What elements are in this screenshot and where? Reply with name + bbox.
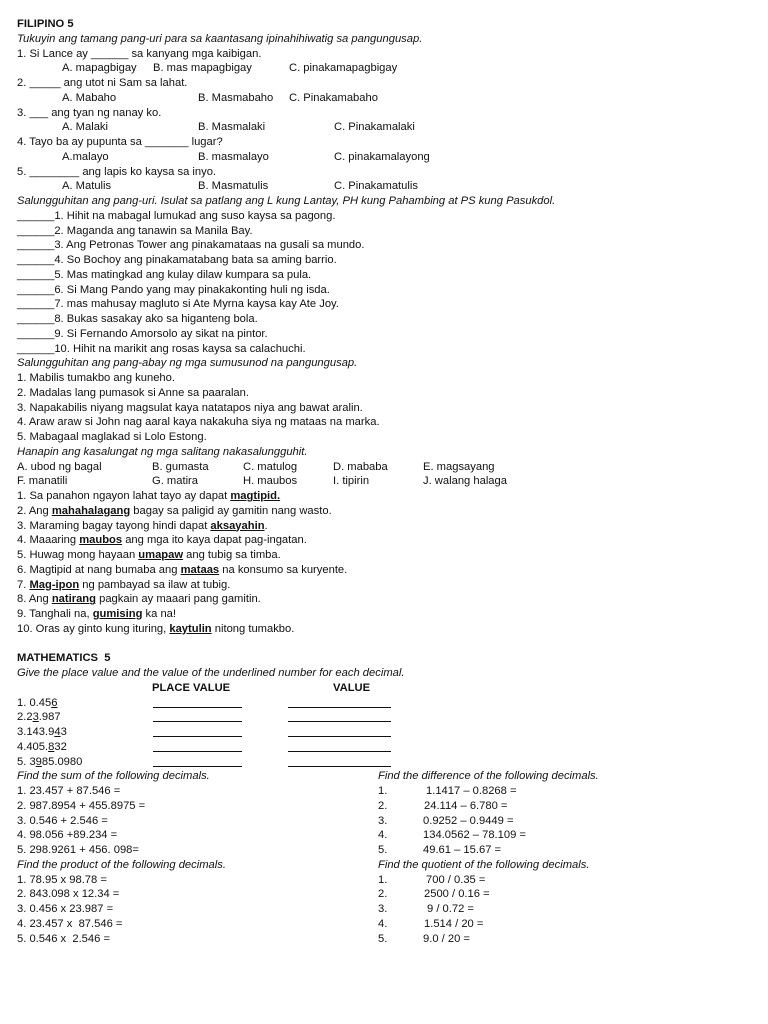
choice-option: C. matulog	[243, 460, 298, 473]
value-blank	[288, 696, 391, 708]
place-value-row	[17, 755, 757, 770]
instruction: Find the difference of the following decimals.	[378, 770, 599, 783]
problem-left: 3. 0.546 + 2.546 =	[17, 814, 108, 827]
place-value-header-label: PLACE VALUE	[152, 681, 231, 694]
choice-b: B. Masmabaho	[198, 91, 274, 104]
problem-row	[17, 932, 757, 947]
instruction: Find the quotient of the following decimals.	[378, 858, 590, 871]
value-blank	[288, 725, 391, 737]
part3-instruction: Salungguhitan ang pang-abay ng mga sumusunod na pangungusap.	[17, 357, 358, 370]
item-text: 9. Tanghali na,	[17, 608, 93, 620]
underlined-digit: 8	[48, 740, 55, 753]
list-item: ______3. Ang Petronas Tower ang pinakamataas na gusali sa mundo.	[17, 239, 365, 252]
choice-option: E. magsayang	[423, 460, 495, 473]
value-blank	[288, 710, 391, 722]
item-text: 8. Ang	[17, 593, 52, 606]
number-part: 5. 3	[17, 755, 36, 768]
problem-row	[17, 799, 757, 814]
choice-c: C. Pinakamabaho	[289, 91, 378, 104]
choice-row	[17, 460, 757, 475]
choice-b: B. mas mapagbigay	[153, 62, 252, 75]
item-text: ka na!	[142, 608, 177, 620]
choice-option: H. maubos	[243, 475, 298, 488]
problem-row	[17, 784, 757, 799]
problem-row	[17, 902, 757, 917]
place-value-row	[17, 725, 757, 740]
problem-right: 24.114 – 6.780 =	[424, 799, 508, 812]
choice-c: C. pinakamapagbigay	[289, 62, 398, 75]
problem-number: 2.	[378, 799, 388, 812]
underlined-word: gumising	[92, 608, 143, 620]
item-text: 10. Oras ay ginto kung ituring,	[17, 622, 170, 635]
item-text: nitong tumakbo.	[211, 622, 295, 635]
choice-a: A.malayo	[62, 150, 109, 163]
place-value-blank	[153, 740, 242, 752]
problem-right: 0.9252 – 0.9449 =	[423, 814, 514, 827]
problem-left: 4. 23.457 x 87.546 =	[17, 917, 123, 930]
underlined-digit: 6	[51, 696, 58, 709]
list-item	[17, 563, 757, 578]
list-item: ______10. Hihit na marikit ang rosas kaysa sa calachuchi.	[17, 342, 306, 355]
worksheet-page	[17, 17, 757, 946]
underlined-word: mahahalagang	[51, 504, 131, 517]
question-line: 3. ___ ang tyan ng nanay ko.	[17, 106, 162, 119]
list-item	[17, 533, 757, 548]
problem-left: 5. 0.546 x 2.546 =	[17, 932, 110, 945]
underlined-word: mataas	[180, 563, 220, 576]
place-value-blank	[153, 710, 242, 722]
item-text: ang tubig sa timba.	[183, 549, 281, 561]
number-part: 85.0980	[41, 755, 83, 768]
problem-number: 1.	[378, 785, 388, 797]
question-line: 5. ________ ang lapis ko kaysa sa inyo.	[17, 165, 217, 178]
decimal-number	[17, 710, 61, 725]
problem-right: 49.61 – 15.67 =	[423, 844, 502, 856]
part4-choices	[17, 460, 757, 490]
item-text: ang mga ito kaya dapat pag-ingatan.	[122, 534, 307, 547]
problem-row	[17, 917, 757, 932]
list-item: 4. Araw araw si John nag aaral kaya nakakuha siya ng mataas na marka.	[17, 416, 380, 429]
underlined-word: natirang	[51, 593, 96, 606]
decimal-number	[17, 725, 67, 740]
math-title: MATHEMATICS 5	[17, 652, 111, 665]
question-line: 4. Tayo ba ay pupunta sa _______ lugar?	[17, 136, 223, 148]
value-blank	[288, 740, 391, 752]
part2-items	[17, 209, 757, 357]
choices-row	[17, 120, 757, 135]
decimal-number	[17, 755, 82, 770]
item-text: 5. Huwag mong hayaan	[17, 549, 139, 561]
part4-items	[17, 489, 757, 637]
problem-row	[17, 828, 757, 843]
problem-row	[17, 843, 757, 858]
place-value-row	[17, 740, 757, 755]
list-item: ______2. Maganda ang tanawin sa Manila Bay.	[17, 224, 253, 237]
value-header-label: VALUE	[333, 681, 371, 694]
list-item: 3. Napakabilis niyang magsulat kaya natatapos niya ang bawat aralin.	[17, 401, 363, 414]
number-part: 32	[54, 740, 67, 753]
problem-left: 1. 78.95 x 98.78 =	[17, 873, 107, 886]
choice-a: A. mapagbigay	[62, 62, 137, 75]
place-value-items	[17, 696, 757, 770]
underlined-word: kaytulin	[169, 622, 212, 635]
part1-instruction: Tukuyin ang tamang pang-uri para sa kaantasang ipinahihiwatig sa pangungusap.	[17, 32, 423, 45]
problem-left: 5. 298.9261 + 456. 098=	[17, 844, 139, 856]
number-part: .987	[38, 711, 61, 724]
list-item: ______7. mas mahusay magluto si Ate Myrna kaysa kay Ate Joy.	[17, 298, 339, 311]
problem-right: 134.0562 – 78.109 =	[423, 829, 526, 842]
underlined-word: maubos	[79, 534, 123, 547]
problem-right: 1.514 / 20 =	[424, 917, 484, 930]
decimal-number	[17, 740, 67, 755]
list-item: ______9. Si Fernando Amorsolo ay sikat na pintor.	[17, 327, 268, 340]
product-quotient-section	[17, 858, 757, 947]
item-text: 3. Maraming bagay tayong hindi dapat	[17, 519, 211, 532]
problem-left: 3. 0.456 x 23.987 =	[17, 903, 114, 915]
choices-row	[17, 61, 757, 76]
choice-b: B. Masmalaki	[198, 121, 266, 134]
problem-row	[17, 887, 757, 902]
instruction: Find the product of the following decimals.	[17, 858, 226, 871]
list-item	[17, 622, 757, 637]
problem-right: 2500 / 0.16 =	[424, 888, 490, 901]
list-item: ______4. So Bochoy ang pinakamatabang bata sa aming barrio.	[17, 254, 337, 266]
choice-c: C. Pinakamalaki	[334, 121, 415, 134]
number-part: 3	[60, 726, 67, 738]
list-item: ______6. Si Mang Pando yang may pinakakonting huli ng isda.	[17, 283, 330, 296]
choices-row	[17, 150, 757, 165]
problem-left: 4. 98.056 +89.234 =	[17, 829, 118, 842]
list-item: ______5. Mas matingkad ang kulay dilaw kumpara sa pula.	[17, 268, 312, 281]
choice-option: D. mababa	[333, 460, 388, 473]
item-text: ng pambayad sa ilaw at tubig.	[79, 578, 231, 591]
choice-option: G. matira	[152, 475, 199, 488]
list-item	[17, 607, 757, 622]
choice-c: C. pinakamalayong	[334, 150, 430, 163]
problem-number: 4.	[378, 917, 388, 930]
list-item	[17, 548, 757, 563]
number-part: 1. 0.45	[17, 696, 52, 709]
problem-row	[17, 814, 757, 829]
problem-number: 3.	[378, 814, 388, 827]
underlined-word: magtipid.	[230, 490, 281, 502]
choice-option: B. gumasta	[152, 460, 209, 473]
item-text: bagay sa paligid ay gamitin nang wasto.	[130, 504, 332, 517]
decimal-number	[17, 696, 57, 711]
value-blank	[288, 755, 391, 767]
list-item	[17, 578, 757, 593]
list-item: 5. Mabagaal maglakad si Lolo Estong.	[17, 431, 207, 443]
underlined-digit: 9	[35, 755, 42, 768]
sum-difference-section	[17, 769, 757, 858]
problem-left: 1. 23.457 + 87.546 =	[17, 785, 121, 797]
choice-option: A. ubod ng bagal	[17, 460, 102, 473]
place-value-blank	[153, 696, 242, 708]
problem-number: 2.	[378, 888, 388, 901]
instruction: Find the sum of the following decimals.	[17, 770, 210, 783]
list-item	[17, 489, 757, 504]
number-part: 3.143.9	[17, 726, 55, 738]
choice-option: J. walang halaga	[423, 475, 507, 488]
problem-left: 2. 987.8954 + 455.8975 =	[17, 799, 146, 812]
choices-row	[17, 91, 757, 106]
choice-option: I. tipirin	[333, 475, 370, 488]
item-text: na konsumo sa kuryente.	[219, 563, 348, 576]
item-text: 7.	[17, 578, 30, 591]
problem-number: 4.	[378, 829, 388, 842]
question-line: 2. _____ ang utot ni Sam sa lahat.	[17, 77, 188, 89]
place-value-blank	[153, 755, 242, 767]
problem-number: 5.	[378, 932, 388, 945]
problem-number: 3.	[378, 903, 388, 915]
list-item	[17, 592, 757, 607]
choice-b: B. Masmatulis	[198, 180, 269, 193]
list-item	[17, 519, 757, 534]
underlined-word: umapaw	[138, 549, 184, 561]
underlined-word: aksayahin	[210, 519, 265, 532]
item-text: pagkain ay maaari pang gamitin.	[95, 593, 261, 606]
underlined-digit: 3	[32, 711, 39, 724]
problem-number: 5.	[378, 844, 388, 856]
section-header	[17, 858, 757, 873]
filipino-title: FILIPINO 5	[17, 18, 74, 30]
choices-row	[17, 179, 757, 194]
part2-instruction: Salungguhitan ang pang-uri. Isulat sa patlang ang L kung Lantay, PH kung Pahambing at PS kung Pasukdol.	[17, 195, 556, 207]
part1-items	[17, 47, 757, 195]
list-item: 2. Madalas lang pumasok si Anne sa paaralan.	[17, 386, 249, 399]
section-header	[17, 769, 757, 784]
list-item: ______1. Hihit na mabagal lumukad ang suso kaysa sa pagong.	[17, 209, 336, 222]
place-value-blank	[153, 725, 242, 737]
place-value-instruction: Give the place value and the value of the underlined number for each decimal.	[17, 667, 405, 679]
problem-row	[17, 873, 757, 888]
problem-right: 9 / 0.72 =	[427, 903, 474, 915]
item-text: .	[264, 519, 268, 532]
choice-c: C. Pinakamatulis	[334, 180, 418, 193]
item-text: 2. Ang	[17, 504, 52, 517]
choice-option: F. manatili	[17, 475, 68, 488]
problem-right: 1.1417 – 0.8268 =	[426, 785, 517, 797]
problem-right: 700 / 0.35 =	[426, 873, 486, 886]
place-value-row	[17, 710, 757, 725]
underlined-digit: 4	[54, 726, 61, 738]
number-part: 2.2	[17, 711, 33, 724]
part3-items	[17, 371, 757, 445]
problem-left: 2. 843.098 x 12.34 =	[17, 888, 120, 901]
list-item: 1. Mabilis tumakbo ang kuneho.	[17, 372, 175, 384]
place-value-header	[17, 681, 757, 696]
problem-number: 1.	[378, 873, 388, 886]
question-line: 1. Si Lance ay ______ sa kanyang mga kaibigan.	[17, 47, 262, 60]
list-item	[17, 504, 757, 519]
item-text: 4. Maaaring	[17, 534, 80, 547]
choice-b: B. masmalayo	[198, 150, 269, 163]
problem-right: 9.0 / 20 =	[423, 932, 470, 945]
item-text: 6. Magtipid at nang bumaba ang	[17, 563, 181, 576]
number-part: 4.405.	[17, 740, 49, 753]
item-text: 1. Sa panahon ngayon lahat tayo ay dapat	[17, 490, 231, 502]
choice-row	[17, 474, 757, 489]
place-value-row	[17, 696, 757, 711]
choice-a: A. Matulis	[62, 180, 112, 193]
choice-a: A. Malaki	[62, 121, 109, 134]
underlined-word: Mag-ipon	[29, 578, 80, 591]
choice-a: A. Mabaho	[62, 91, 117, 104]
list-item: ______8. Bukas sasakay ako sa higanteng bola.	[17, 313, 258, 325]
part4-instruction: Hanapin ang kasalungat ng mga salitang nakasalungguhit.	[17, 445, 308, 458]
